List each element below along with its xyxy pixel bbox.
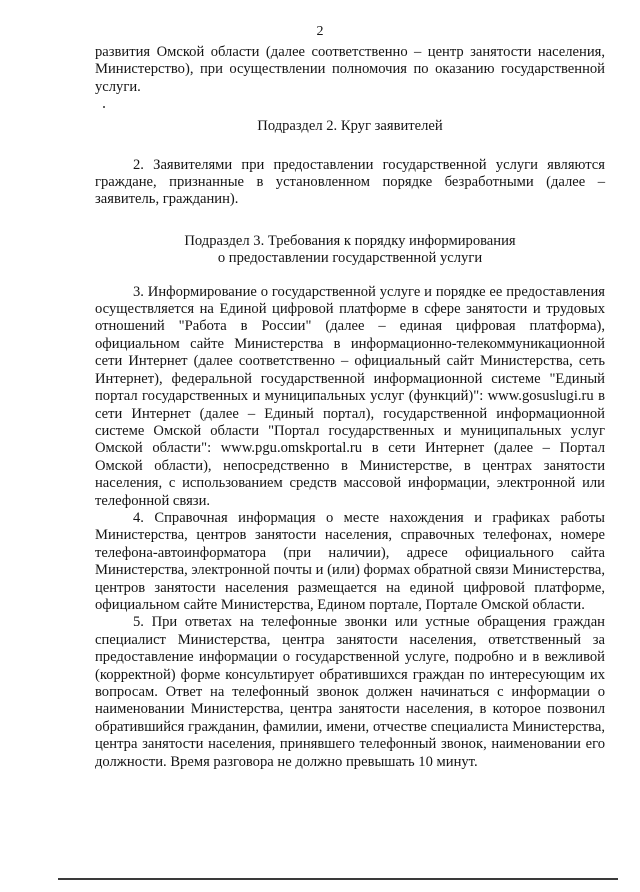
paragraph-4: 4. Справочная информация о месте нахождения и графиках работы Министерства, центров занятости населения, справочных телефонах, номере телефона-автоинформатора (при наличии), адресе официального сайта Министерства, электронной почты и (или) формах обратной связи Министерства, центров занятости населения размещается на единой цифровой платформе, официальном сайте Министерства, Едином портале, Портале Омской области. xyxy=(95,509,605,613)
paragraph-2: 2. Заявителями при предоставлении государственной услуги являются граждане, признанные в установленном порядке безработными (далее – заявитель, гражданин). xyxy=(95,156,605,208)
scan-bottom-edge-line xyxy=(58,878,618,880)
subsection-3-heading xyxy=(95,233,605,268)
paragraph-5: 5. При ответах на телефонные звонки или устные обращения граждан специалист Министерства, центра занятости населения, ответственный за предоставление информации о государственной услуге, подробно и в вежливой (корректной) форме консультирует обратившихся граждан по интересующим их вопросам. Ответ на телефонный звонок должен начинаться с информации о наименовании Министерства, центра занятости населения, в которое позвонил обратившийся гражданин, фамилии, имени, отчестве специалиста Министерства, центра занятости населения, принявшего телефонный звонок, наименовании его должности. Время разговора не должно превышать 10 минут. xyxy=(95,614,605,770)
subsection-3-heading-line-1: Подраздел 3. Требования к порядку информирования xyxy=(184,232,516,249)
intro-paragraph: развития Омской области (далее соответственно – центр занятости населения, Министерство), при осуществлении полномочия по оказанию государственной услуги. xyxy=(95,44,605,95)
subsection-2-heading: Подраздел 2. Круг заявителей xyxy=(257,118,443,135)
paragraph-3: 3. Информирование о государственной услуге и порядке ее предоставления осуществляется на Единой цифровой платформе в сфере занятости и трудовых отношений "Работа в России" (далее – единая цифровая платформа), официальном сайте Министерства в информационно-телекоммуникационной сети Интернет (далее соответственно – официальный сайт Министерства, сеть Интернет), федеральной государственной информационной системе "Единый портал государственных и муниципальных услуг (функций)": www.gosuslugi.ru в сети Интернет (далее – Единый портал), государственной информационной системе Омской области "Портал государственных и муниципальных услуг Омской области": www.pgu.omskportal.ru в сети Интернет (далее – Портал Омской области), непосредственно в Министерстве, в центрах занятости населения, с использованием средств массовой информации, электронной или телефонной связи. xyxy=(95,283,605,509)
document-body xyxy=(95,44,605,771)
subsection-3-heading-line-2: о предоставлении государственной услуги xyxy=(217,250,483,267)
page-number: 2 xyxy=(316,24,324,39)
